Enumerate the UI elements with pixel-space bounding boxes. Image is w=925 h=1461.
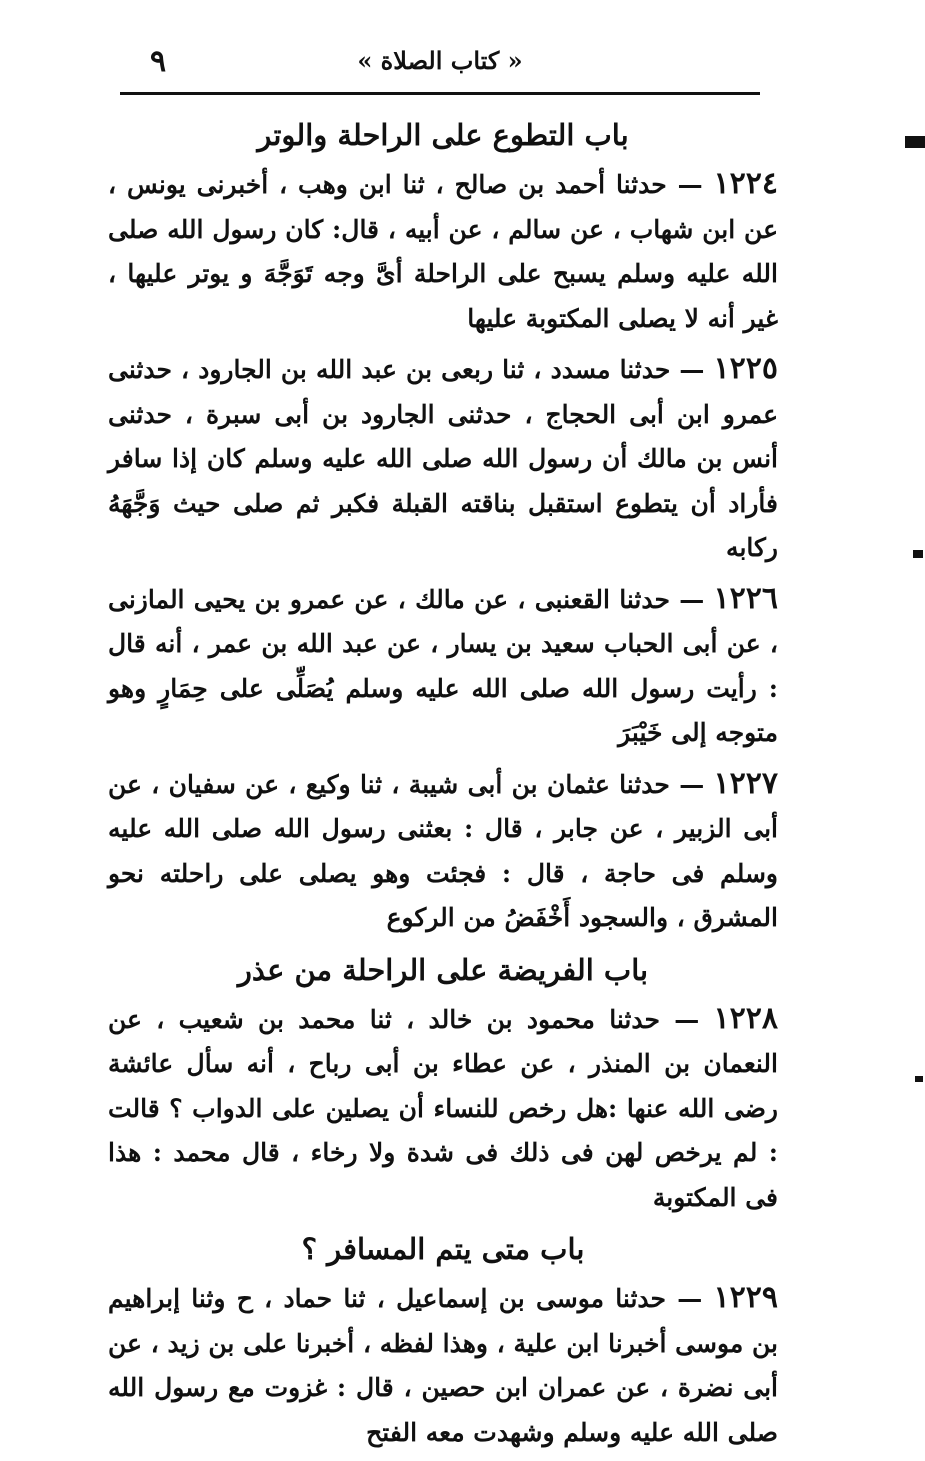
- hadith-paragraph: [108, 1276, 778, 1455]
- hadith-paragraph: [108, 347, 778, 571]
- hadith-number: ١٢٢٨: [713, 1000, 778, 1036]
- hadith-text: — حدثنا محمود بن خالد ، ثنا محمد بن شعيب ، عن النعمان بن المنذر ، عن عطاء بن أبى رباح ، أنه سأل عائشة رضى الله عنها :هل رخص للنساء أن يصلين على الدواب ؟ قالت : لم يرخص لهن فى ذلك فى شدة ولا رخاء ، قال محمد : هذا فى المكتوبة: [108, 1004, 778, 1212]
- header-rule: [120, 92, 760, 95]
- hadith-text: — حدثنا موسى بن إسماعيل ، ثنا حماد ، ح وثنا إبراهيم بن موسى أخبرنا ابن علية ، وهذا لفظه ، أخبرنا على بن زيد ، عن أبى نضرة ، عن عمران ابن حصين ، قال : غزوت مع رسول الله صلى الله عليه وسلم وشهدت معه الفتح: [108, 1284, 778, 1447]
- page-body: [108, 110, 778, 1461]
- hadith-number: ١٢٢٦: [713, 580, 778, 616]
- hadith-number: ١٢٢٧: [713, 765, 778, 801]
- hadith-number: ١٢٢٥: [713, 351, 778, 386]
- hadith-text: — حدثنا أحمد بن صالح ، ثنا ابن وهب ، أخبرنى يونس ، عن ابن شهاب ، عن سالم ، عن أبيه ، قال: كان رسول الله صلى الله عليه وسلم يسبح على الراحلة أىَّ وجه تَوَجَّهَ و يوتر عليها ، غير أنه لا يصلى المكتوبة عليها: [108, 170, 778, 333]
- hadith-text: — حدثنا مسدد ، ثنا ربعى بن عبد الله بن الجارود ، حدثنى عمرو ابن أبى الحجاج ، حدثنى الجارود بن أبى سبرة ، حدثنى أنس بن مالك أن رسول الله صلى الله عليه وسلم كان إذا سافر فأراد أن يتطوع استقبل بناقته القبلة فكبر ثم صلى حيث وَجَّهَهُ ركابه: [108, 355, 778, 562]
- margin-mark: [905, 136, 925, 148]
- hadith-text: — حدثنا القعنبى ، عن مالك ، عن عمرو بن يحيى المازنى ، عن أبى الحباب سعيد بن يسار ، عن عبد الله بن عمر ، أنه قال : رأيت رسول الله صلى الله عليه وسلم يُصَلِّى على حِمَارٍ وهو متوجه إلى خَيْبَرَ: [108, 584, 778, 747]
- running-title: « كتاب الصلاة »: [357, 46, 523, 75]
- hadith-paragraph: [108, 997, 778, 1221]
- margin-mark: [913, 550, 923, 558]
- hadith-number: ١٢٢٩: [713, 1280, 778, 1315]
- page-header: [120, 42, 760, 82]
- hadith-text: — حدثنا عثمان بن أبى شيبة ، ثنا وكيع ، عن سفيان ، عن أبى الزبير ، عن جابر ، قال : بعثنى رسول الله صلى الله عليه وسلم فى حاجة ، قال : فجئت وهو يصلى على راحلته نحو المشرق ، والسجود أَخْفَضُ من الركوع: [108, 769, 778, 932]
- chapter-title: باب الفريضة على الراحلة من عذر: [237, 952, 649, 987]
- margin-mark: [915, 1076, 923, 1082]
- hadith-paragraph: [108, 162, 778, 341]
- hadith-paragraph: [108, 577, 778, 756]
- hadith-number: ١٢٢٤: [713, 166, 778, 201]
- hadith-paragraph: [108, 762, 778, 941]
- chapter-title: باب التطوع على الراحلة والوتر: [257, 118, 629, 152]
- page-number: ٩: [150, 44, 167, 79]
- chapter-title: باب متى يتم المسافر ؟: [301, 1232, 585, 1266]
